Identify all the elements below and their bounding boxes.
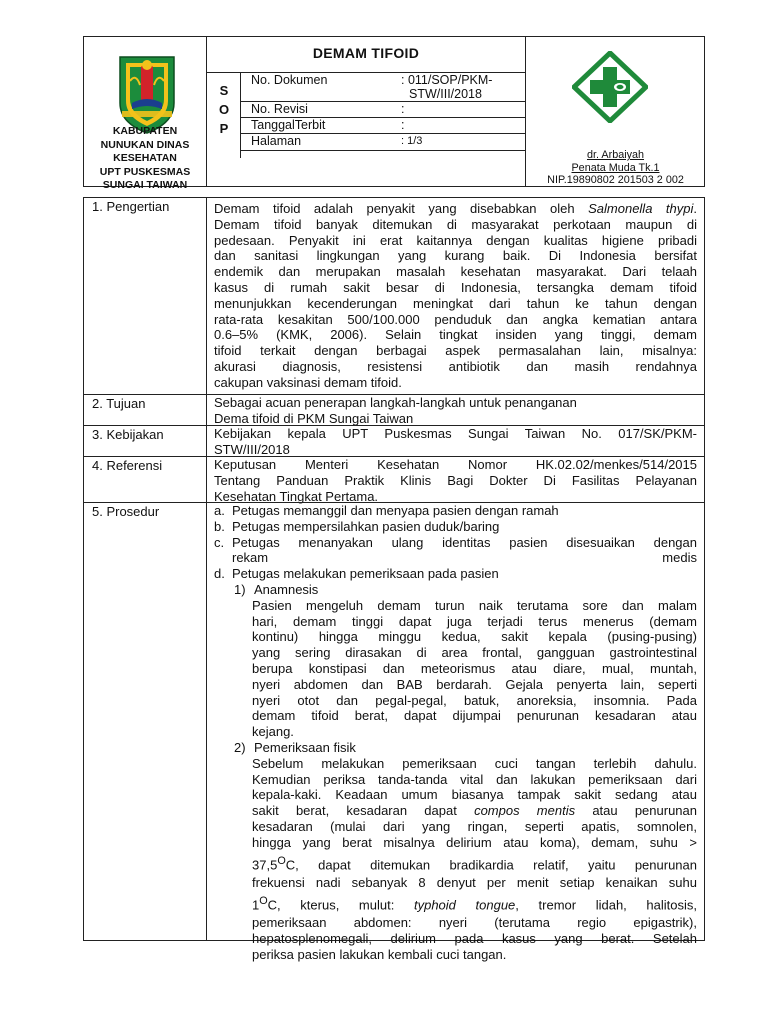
meta-key: No. Dokumen: [251, 73, 328, 87]
text-line: 0.6–5% (KMK, 2006). Selain tingkat insiden yang tinggi, demam: [214, 327, 697, 343]
substep-heading: [234, 582, 697, 598]
step-text: Petugas melakukan pemeriksaan pada pasien: [232, 566, 499, 582]
text-line: demam tifoid berat, dapat dijumpai penurunan kesadaran atau: [252, 708, 697, 724]
substep-marker: 2): [234, 739, 246, 755]
section-kebijakan: [84, 425, 704, 457]
text-line: pedesaan. Penyakit ini erat kaitannya dengan kualitas higiene pribadi: [214, 232, 697, 248]
text-italic: compos mentis: [474, 803, 576, 819]
sop-letter: P: [219, 121, 229, 136]
text-line: Sebelum melakukan pemeriksaan cuci tangan terlebih dahulu.: [252, 755, 697, 771]
text-line: kepala-kaki. Keadaan umum biasanya tampak sakit sedang atau: [252, 787, 697, 803]
text-line: hari, demam tinggi dapat juga terjadi terus menerus (demam: [252, 613, 697, 629]
meta-value: : 1/3: [401, 135, 423, 147]
signer-name: dr. Arbaiyah: [586, 149, 645, 161]
org-line: KESEHATAN: [113, 152, 177, 164]
text-line: Demam tifoid adalah penyakit yang disebabkan oleh: [214, 201, 575, 216]
text-line: berupa konstipasi dan meteorismus atau diare, mual, muntah,: [252, 660, 697, 676]
puskesmas-logo: [572, 51, 648, 123]
substep-anamnesis-body: [214, 598, 697, 740]
step-marker: c.: [214, 534, 225, 550]
section-label: 5. Prosedur: [92, 504, 160, 519]
section-text: [214, 426, 697, 458]
text-line: periksa pasien lakukan kembali cuci tangan.: [252, 946, 507, 962]
meta-key: No. Revisi: [251, 102, 308, 116]
org-line: SUNGAI TAIWAN: [102, 179, 188, 191]
section-text: [214, 503, 697, 962]
meta-value: :: [401, 118, 405, 132]
text-span: atau penurunan: [592, 803, 697, 819]
step-text: Petugas mempersilahkan pasien duduk/baring: [232, 518, 500, 534]
meta-key: TanggalTerbit: [251, 118, 326, 132]
substep-title: Anamnesis: [254, 581, 319, 597]
text-line: Petugas menanyakan ulang identitas pasien disesuaikan dengan: [232, 534, 697, 550]
meta-row-page: [241, 133, 525, 151]
section-label: 1. Pengertian: [92, 199, 170, 214]
section-tujuan: [84, 394, 704, 426]
step-marker: a.: [214, 503, 225, 518]
org-line: KABUPATEN: [112, 125, 178, 137]
text-line: frekuensi nadi sebanyak 8 denyut per menit setiap kenaikan suhu: [252, 874, 697, 890]
text-line: Kemudian periksa tanda-tanda vital dan lakukan pemeriksaan dari: [252, 771, 697, 787]
text-line: cakupan vaksinasi demam tifoid.: [214, 374, 402, 390]
text-italic: typhoid tongue: [413, 896, 516, 912]
text-line: endemik dan merupakan masalah kesehatan masyarakat. Dari telaah: [214, 264, 697, 280]
text-line: [252, 803, 697, 819]
text-line: akurasi diagnosis, resistensi antibiotik dan masih rendahnya: [214, 358, 697, 374]
substep-title: Pemeriksaan fisik: [254, 739, 356, 755]
meta-value-line: : 011/SOP/PKM-: [401, 73, 493, 87]
procedure-step: [214, 535, 697, 567]
text-line: Tentang Panduan Praktik Klinis Bagi Dokter Di Fasilitas Pelayanan: [214, 472, 697, 488]
text-line: Kebijakan kepala UPT Puskesmas Sungai Taiwan No. 017/SK/PKM-: [214, 426, 697, 441]
section-referensi: [84, 456, 704, 503]
text-line: STW/III/2018: [214, 441, 290, 457]
procedure-step: [214, 519, 697, 535]
section-label: 3. Kebijakan: [92, 427, 164, 442]
sop-header: [83, 36, 705, 191]
document-title: DEMAM TIFOID: [312, 45, 420, 61]
text-line: nyeri abdomen dan BAB berdarah. Gejala penyerta lain, seperti: [252, 676, 697, 692]
substep-anamnesis: [214, 582, 697, 598]
meta-value: [401, 73, 492, 101]
text-line: pemeriksaan abdomen: nyeri (terutama regio epigastrik),: [252, 914, 697, 930]
text-line: yang sering dirasakan di area frontal, gangguan gastrointestinal: [252, 645, 697, 661]
kabupaten-nunukan-logo: [114, 51, 180, 135]
sop-content-table: [83, 197, 705, 962]
procedure-step: [214, 566, 697, 582]
text-line: rata-rata kesakitan 500/100.000 penduduk dan angka kematian antara: [214, 311, 697, 327]
organization-name: [84, 125, 206, 193]
signature-block: [525, 149, 706, 187]
text-line: Demam tifoid banyak ditemukan di masyarakat perkotaan maupun di: [214, 216, 697, 232]
superscript: O: [277, 854, 286, 867]
text-line: Pasien mengeluh demam turun naik terutama sore dan malam: [252, 597, 697, 613]
text-line: menunjukkan kecenderungan meningkat dari tahun ke tahun dengan: [214, 295, 697, 311]
org-line: UPT PUSKESMAS: [99, 165, 191, 178]
text-line: kesadaran (mulai dari yang ringan, seperti apatis, somnolen,: [252, 818, 697, 834]
text-span: C, kterus, mulut:: [267, 896, 395, 912]
text-line: dan sanitasi lingkungan yang kurang baik. Di Indonesia bersifat: [214, 248, 697, 264]
text-line: [252, 891, 697, 915]
procedure-step: [214, 503, 697, 519]
meta-key: Halaman: [251, 134, 302, 148]
section-label: 4. Referensi: [92, 458, 163, 473]
section-text: [214, 457, 697, 504]
text-line: Keputusan Menteri Kesehatan Nomor HK.02.02/menkes/514/2015: [214, 457, 697, 472]
text-line: kontinu) hingga minggu kedua, sakit kepala (pusing-pusing): [252, 629, 697, 645]
text-span: C, dapat ditemukan bradikardia relatif, yaitu penurunan: [285, 856, 697, 872]
meta-row-issue-date: [241, 117, 525, 134]
text-line: hingga yang berat misalnya delirium atau koma), demam, suhu >: [252, 834, 697, 850]
section-pengertian: [84, 198, 704, 394]
superscript: O: [259, 894, 268, 907]
signer-nip: NIP.19890802 201503 2 002: [547, 174, 684, 186]
meta-row-document-number: [241, 72, 525, 102]
text-line: hepatosplenomegali, delirium pada kasus yang berat. Setelah: [252, 930, 697, 946]
sop-letter: S: [219, 83, 229, 98]
section-label: 2. Tujuan: [92, 396, 146, 411]
meta-value-line: STW/III/2018: [409, 87, 482, 101]
text-line: Dema tifoid di PKM Sungai Taiwan: [214, 410, 414, 426]
section-text: Demam tifoid adalah penyakit yang disebabkan oleh Salmonella thypi. Demam tifoid banyak ditemukan di masyarakat perkotaan maupun di pedesaan. Penyakit ini erat kaitannya dengan kualitas higiene pribadi dan sanitasi lingkungan yang kurang baik. Di Indonesia bersifat endemik dan merupakan masalah kesehatan masyarakat. Dari telaah kasus di rumah sakit besar di Indonesia, tersangka demam tifoid menunjukkan kecenderungan meningkat dari tahun ke tahun dengan rata-rata kesakitan 500/100.000 penduduk dan angka kematian antara 0.6–5% (KMK, 2006). Selain tingkat insiden yang tinggi, demam tifoid terkait dengan berbagai aspek permasalahan lain, misalnya: akurasi diagnosis, resistensi antibiotik dan masih rendahnya cakupan vaksinasi demam tifoid.: [214, 201, 697, 390]
substep-pemeriksaan-fisik: [214, 740, 697, 756]
text-span: 1: [252, 896, 260, 912]
text-line: nyeri otot dan pegal-pegal, batuk, anoreksia, insomnia. Pada: [252, 692, 697, 708]
text-line: rekam medis: [232, 550, 697, 566]
sop-label-box: [207, 72, 241, 158]
step-marker: d.: [214, 566, 225, 582]
section-text: [214, 395, 697, 427]
step-text: [232, 535, 697, 567]
text-span: , tremor lidah, halitosis,: [515, 896, 697, 912]
text-line: Kesehatan Tingkat Pertama.: [214, 488, 379, 504]
step-text: Petugas memanggil dan menyapa pasien dengan ramah: [232, 503, 559, 518]
meta-value: :: [401, 102, 405, 116]
text-span: sakit berat, kesadaran dapat: [252, 803, 457, 819]
text-line: [252, 851, 697, 875]
step-marker: b.: [214, 518, 225, 534]
text-line: Sebagai acuan penerapan langkah-langkah untuk penanganan: [214, 395, 577, 410]
text-line: tifoid terkait dengan berbagai aspek permasalahan lain, misalnya:: [214, 343, 697, 359]
text-line: kasus di rumah sakit besar di Indonesia, tersangka demam tifoid: [214, 279, 697, 295]
text-italic: Salmonella thypi: [588, 201, 694, 216]
text-line: kejang.: [252, 724, 294, 740]
meta-row-revision: [241, 101, 525, 118]
substep-heading: [234, 740, 697, 756]
substep-marker: 1): [234, 581, 246, 597]
substep-pemeriksaan-fisik-body: [214, 756, 697, 963]
section-prosedur: [84, 502, 704, 962]
text-span: 37,5: [252, 856, 278, 872]
org-line: NUNUKAN DINAS: [100, 138, 190, 151]
signer-rank: Penata Muda Tk.1: [571, 161, 660, 174]
sop-letter: O: [218, 102, 230, 117]
